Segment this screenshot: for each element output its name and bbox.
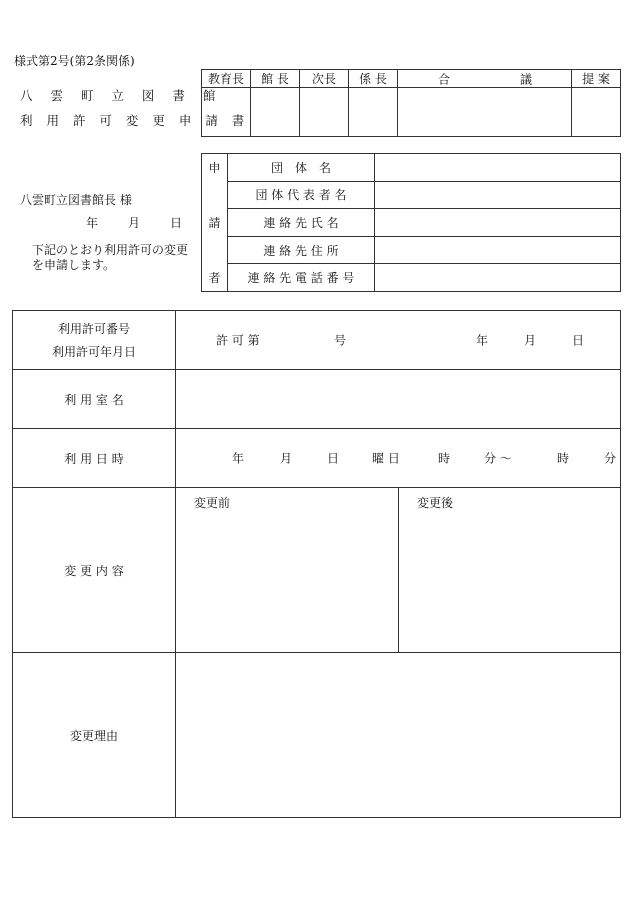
datetime-hour-end: 時 (557, 451, 570, 466)
approval-header-consultation (398, 70, 572, 88)
datetime-month: 月 (280, 451, 293, 466)
datetime-minute-start: 分 〜 (484, 451, 512, 466)
request-text: 下記のとおり利用許可の変更を申請します。 (32, 243, 189, 272)
approval-cell-consultation[interactable] (398, 88, 572, 137)
approval-header-deputy: 次長 (300, 70, 349, 88)
permit-number-label: 利用許可番号 (57, 322, 130, 336)
applicant-label-contact-name: 連 絡 先 氏 名 (228, 209, 375, 237)
applicant-side-3: 者 (202, 264, 228, 292)
form-number: 様式第2号(第2条関係) (14, 54, 135, 68)
addressee-name: 八雲町立図書館長 様 (20, 193, 132, 207)
approval-cell-deputy[interactable] (300, 88, 349, 137)
permit-month-label: 月 (524, 333, 537, 348)
applicant-side-blank-1 (202, 181, 228, 209)
approval-table (201, 69, 621, 137)
datetime-weekday: 曜 日 (372, 451, 400, 466)
datetime-minute-end: 分 (604, 451, 617, 466)
change-before-label: 変更前 (194, 496, 231, 510)
approval-header-superintendent: 教育長 (202, 70, 251, 88)
request-day-label: 日 (170, 216, 183, 230)
request-month-label: 月 (128, 216, 141, 230)
applicant-input-contact-address[interactable] (375, 236, 621, 264)
applicant-input-group[interactable] (375, 154, 621, 182)
title-library: 八 雲 町 立 図 書 館 (20, 88, 223, 103)
permit-prefix: 許 可 第 (216, 333, 260, 348)
applicant-label-contact-address: 連 絡 先 住 所 (228, 236, 375, 264)
permit-date-label: 利用許可年月日 (51, 345, 136, 359)
applicant-input-contact-phone[interactable] (375, 264, 621, 292)
datetime-year: 年 (232, 451, 245, 466)
room-value[interactable] (176, 370, 621, 429)
applicant-input-contact-name[interactable] (375, 209, 621, 237)
reason-label: 変更理由 (13, 653, 176, 818)
permit-value[interactable] (176, 311, 621, 370)
main-table (12, 310, 621, 818)
applicant-label-representative: 団 体 代 表 者 名 (228, 181, 375, 209)
room-label: 利 用 室 名 (13, 370, 176, 429)
datetime-hour-start: 時 (438, 451, 451, 466)
applicant-input-representative[interactable] (375, 181, 621, 209)
approval-cell-superintendent[interactable] (202, 88, 251, 137)
consultation-char2: 議 (520, 72, 533, 86)
approval-header-proposal: 提 案 (572, 70, 621, 88)
applicant-side-blank-2 (202, 236, 228, 264)
permit-number-suffix: 号 (334, 333, 347, 348)
applicant-table (201, 153, 621, 292)
datetime-day: 日 (327, 451, 340, 466)
request-year-label: 年 (86, 216, 99, 230)
permit-day-label: 日 (572, 333, 585, 348)
applicant-side-1: 申 (202, 154, 228, 182)
approval-cell-proposal[interactable] (572, 88, 621, 137)
applicant-label-contact-phone: 連 絡 先 電 話 番 号 (228, 264, 375, 292)
reason-value[interactable] (176, 653, 621, 818)
approval-header-chief: 係 長 (349, 70, 398, 88)
change-label: 変 更 内 容 (13, 488, 176, 653)
change-before-cell[interactable] (176, 488, 399, 653)
change-after-label: 変更後 (417, 496, 454, 510)
permit-year-label: 年 (476, 333, 489, 348)
approval-cell-director[interactable] (251, 88, 300, 137)
permit-label (13, 311, 176, 370)
change-after-cell[interactable] (399, 488, 621, 653)
datetime-value[interactable] (176, 429, 621, 488)
applicant-side-2: 請 (202, 209, 228, 237)
title-form: 利 用 許 可 変 更 申 請 書 (20, 113, 250, 128)
consultation-char1: 合 (438, 72, 451, 86)
approval-header-director: 館 長 (251, 70, 300, 88)
datetime-label: 利 用 日 時 (13, 429, 176, 488)
applicant-label-group: 団 体 名 (228, 154, 375, 182)
approval-cell-chief[interactable] (349, 88, 398, 137)
